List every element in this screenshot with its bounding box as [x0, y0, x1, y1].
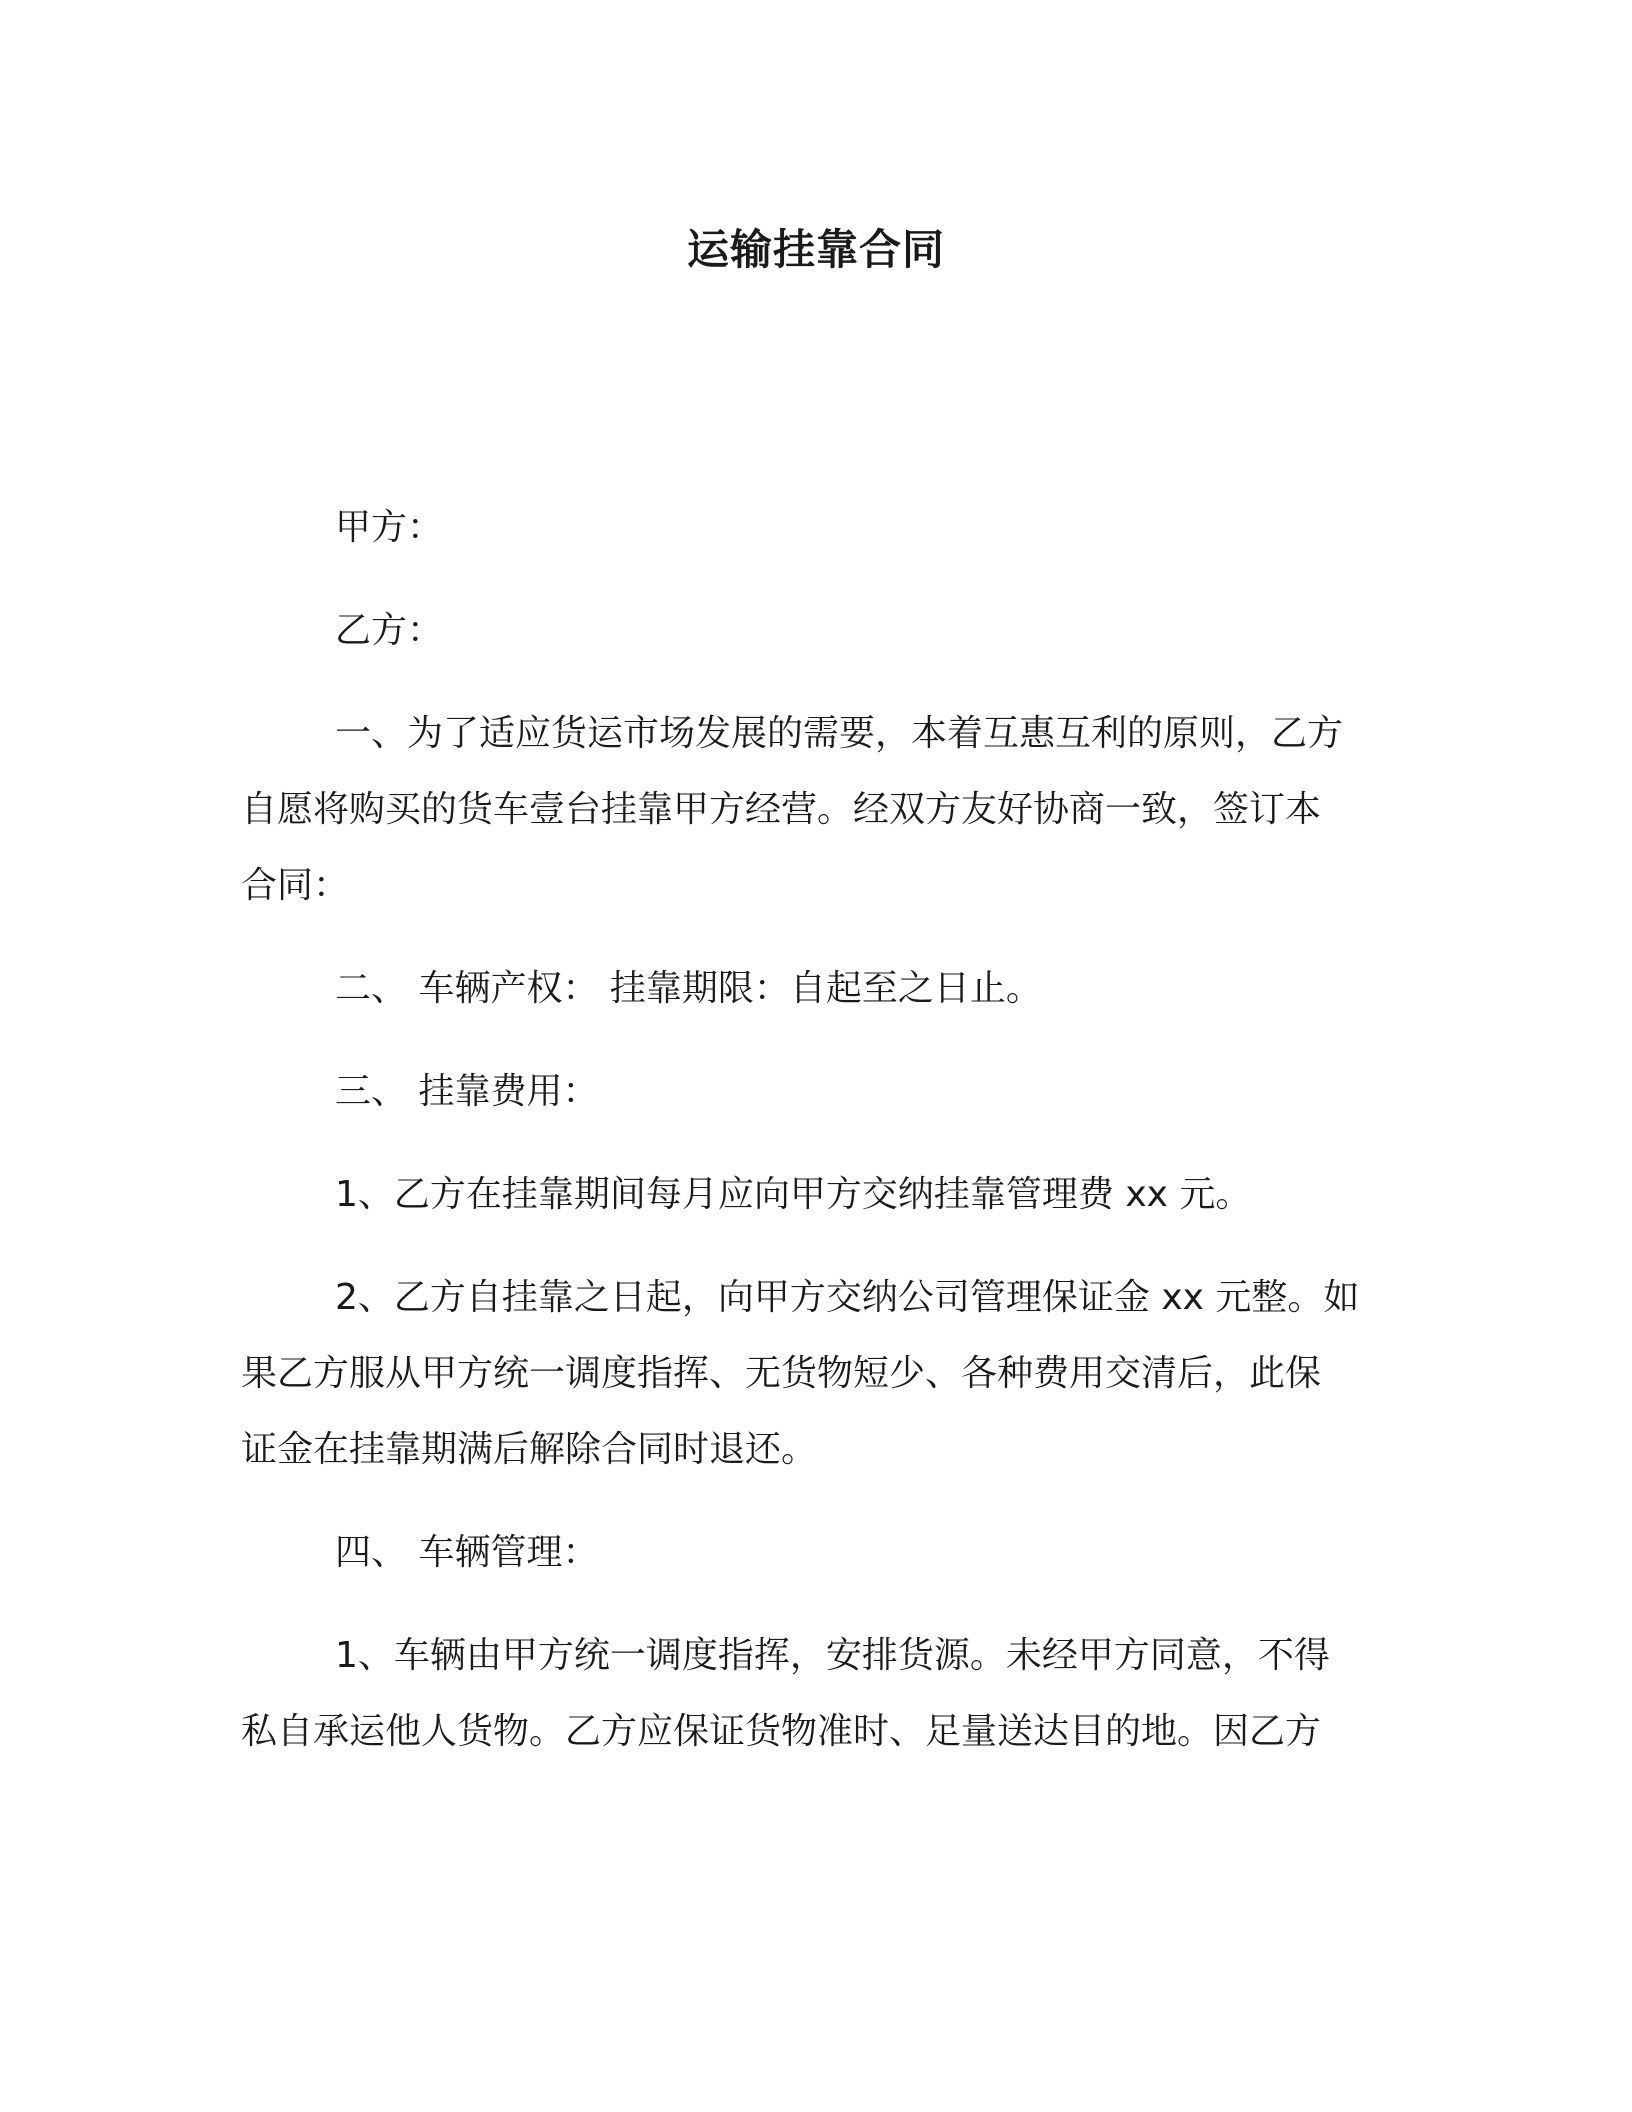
party-b-line: 乙方： — [335, 610, 444, 651]
section-4-item-1-line-1: 1、车辆由甲方统一调度指挥，安排货源。未经甲方同意，不得 — [335, 1635, 1330, 1676]
document-body — [241, 490, 1391, 1797]
section-4-heading: 四、 车辆管理： — [335, 1532, 599, 1573]
section-3-item-1: 1、乙方在挂靠期间每月应向甲方交纳挂靠管理费 xx 元。 — [335, 1174, 1252, 1215]
section-3-heading: 三、 挂靠费用： — [335, 1071, 599, 1112]
section-3-item-2-line-2: 果乙方服从甲方统一调度指挥、无货物短少、各种费用交清后，此保 — [241, 1353, 1322, 1394]
section-4-item-1 — [241, 1618, 1391, 1770]
section-1-line-3: 合同： — [241, 865, 350, 906]
section-2-paragraph: 二、 车辆产权： 挂靠期限：自起至之日止。 — [335, 968, 1042, 1009]
page-title: 运输挂靠合同 — [686, 225, 945, 274]
section-4-item-1-line-2: 私自承运他人货物。乙方应保证货物准时、足量送达目的地。因乙方 — [241, 1711, 1322, 1752]
party-a-line: 甲方： — [335, 507, 444, 548]
section-3-item-2 — [241, 1260, 1391, 1488]
section-3-item-2-line-3: 证金在挂靠期满后解除合同时退还。 — [241, 1429, 818, 1470]
section-1-line-2: 自愿将购买的货车壹台挂靠甲方经营。经双方友好协商一致，签订本 — [241, 789, 1322, 830]
section-1-paragraph — [241, 696, 1391, 924]
section-3-item-2-line-1: 2、乙方自挂靠之日起，向甲方交纳公司管理保证金 xx 元整。如 — [335, 1277, 1360, 1318]
section-1-line-1: 一、为了适应货运市场发展的需要，本着互惠互利的原则，乙方 — [335, 713, 1344, 754]
